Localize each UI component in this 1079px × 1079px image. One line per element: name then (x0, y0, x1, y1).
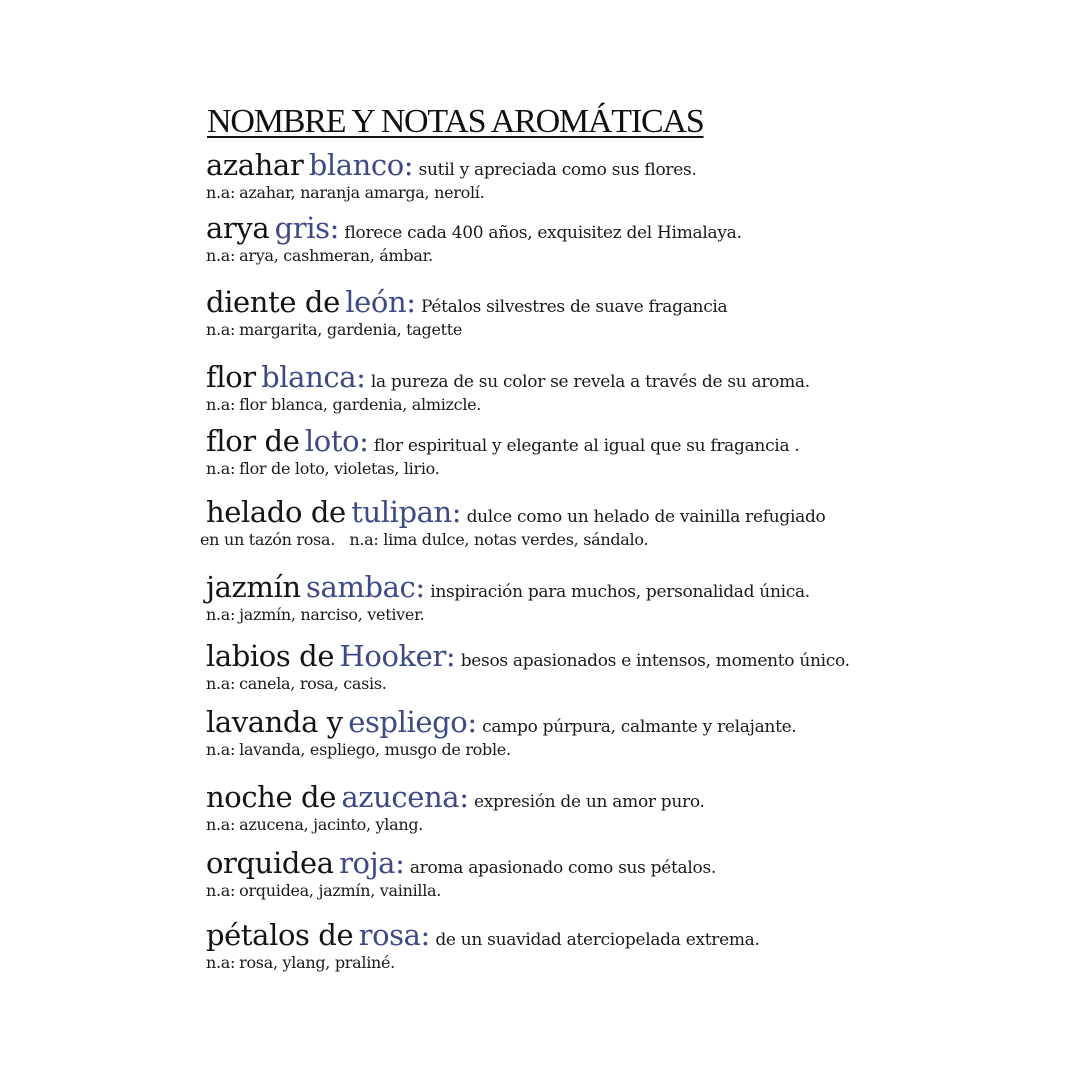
fragrance-entry-diente-de-leon (206, 287, 727, 340)
fragrance-description: besos apasionados e intensos, momento único. (460, 651, 850, 671)
aromatic-notes: orquidea, jazmín, vainilla. (239, 881, 442, 900)
fragrance-entry-flor-de-loto (206, 426, 799, 479)
fragrance-name-accent: blanca: (261, 360, 366, 394)
fragrance-name-accent: rosa: (358, 918, 430, 952)
notes-label: n.a: (206, 953, 236, 972)
fragrance-description: campo púrpura, calmante y relajante. (482, 717, 797, 737)
notes-label: n.a: (206, 183, 236, 202)
fragrance-name-accent: roja: (339, 846, 405, 880)
fragrance-name: diente de (206, 285, 340, 319)
fragrance-name-accent: espliego: (348, 705, 477, 739)
fragrance-name: flor (206, 360, 256, 394)
aromatic-notes: margarita, gardenia, tagette (239, 320, 463, 339)
fragrance-description: aroma apasionado como sus pétalos. (409, 858, 716, 878)
aromatic-notes: arya, cashmeran, ámbar. (239, 246, 433, 265)
fragrance-description: florece cada 400 años, exquisitez del Himalaya. (344, 223, 742, 243)
notes-label: n.a: (206, 246, 236, 265)
fragrance-entry-lavanda-y-espliego (206, 707, 796, 760)
fragrance-name: noche de (206, 780, 336, 814)
fragrance-entry-jazmin-sambac (206, 572, 810, 625)
fragrance-name: helado de (206, 495, 346, 529)
fragrance-name-accent: sambac: (306, 570, 425, 604)
notes-label: n.a: (206, 881, 236, 900)
notes-label: n.a: (206, 674, 236, 693)
aromatic-notes: azucena, jacinto, ylang. (239, 815, 424, 834)
fragrance-name-accent: Hooker: (339, 639, 456, 673)
fragrance-name-accent: blanco: (308, 148, 414, 182)
aromatic-notes: flor blanca, gardenia, almizcle. (239, 395, 482, 414)
notes-label: n.a: (206, 740, 236, 759)
fragrance-entry-flor-blanca (206, 362, 810, 415)
fragrance-entry-arya-gris (206, 213, 742, 266)
fragrance-name-accent: azucena: (341, 780, 469, 814)
aromatic-notes: azahar, naranja amarga, nerolí. (239, 183, 485, 202)
fragrance-name: labios de (206, 639, 335, 673)
fragrance-name: lavanda y (206, 705, 343, 739)
fragrance-description: sutil y apreciada como sus flores. (418, 160, 697, 180)
aromatic-notes: flor de loto, violetas, lirio. (239, 459, 440, 478)
fragrance-name: orquidea (206, 846, 334, 880)
document-title: NOMBRE Y NOTAS AROMÁTICAS (207, 103, 704, 140)
fragrance-description: dulce como un helado de vainilla refugiado (466, 507, 826, 527)
fragrance-name: azahar (206, 148, 304, 182)
fragrance-description: la pureza de su color se revela a través de su aroma. (370, 372, 810, 392)
notes-label: n.a: (206, 320, 236, 339)
notes-label: n.a: (206, 605, 236, 624)
aromatic-notes: en un tazón rosa. n.a: lima dulce, notas verdes, sándalo. (200, 530, 649, 549)
fragrance-name-accent: león: (345, 285, 416, 319)
fragrance-name: jazmín (206, 570, 301, 604)
fragrance-entry-noche-de-azucena (206, 782, 705, 835)
fragrance-name: flor de (206, 424, 300, 458)
fragrance-entry-helado-de-tulipan (200, 497, 825, 550)
fragrance-entry-azahar-blanco (206, 150, 697, 203)
fragrance-description: inspiración para muchos, personalidad única. (430, 582, 810, 602)
notes-label: n.a: (206, 395, 236, 414)
fragrance-description: de un suavidad aterciopelada extrema. (435, 930, 760, 950)
fragrance-name: pétalos de (206, 918, 354, 952)
fragrance-name-accent: loto: (304, 424, 369, 458)
fragrance-entry-labios-de-hooker (206, 641, 850, 694)
fragrance-name-accent: gris: (274, 211, 339, 245)
fragrance-name-accent: tulipan: (351, 495, 462, 529)
fragrance-description: Pétalos silvestres de suave fragancia (421, 297, 728, 317)
aromatic-notes: lavanda, espliego, musgo de roble. (239, 740, 511, 759)
notes-label: n.a: (206, 815, 236, 834)
aromatic-notes: jazmín, narciso, vetiver. (239, 605, 425, 624)
fragrance-description: expresión de un amor puro. (473, 792, 705, 812)
fragrance-entry-orquidea-roja (206, 848, 716, 901)
fragrance-name: arya (206, 211, 270, 245)
aromatic-notes: rosa, ylang, praliné. (239, 953, 395, 972)
notes-label: n.a: (206, 459, 236, 478)
fragrance-entry-petalos-de-rosa (206, 920, 760, 973)
fragrance-description: flor espiritual y elegante al igual que su fragancia . (373, 436, 800, 456)
aromatic-notes: canela, rosa, casis. (239, 674, 387, 693)
